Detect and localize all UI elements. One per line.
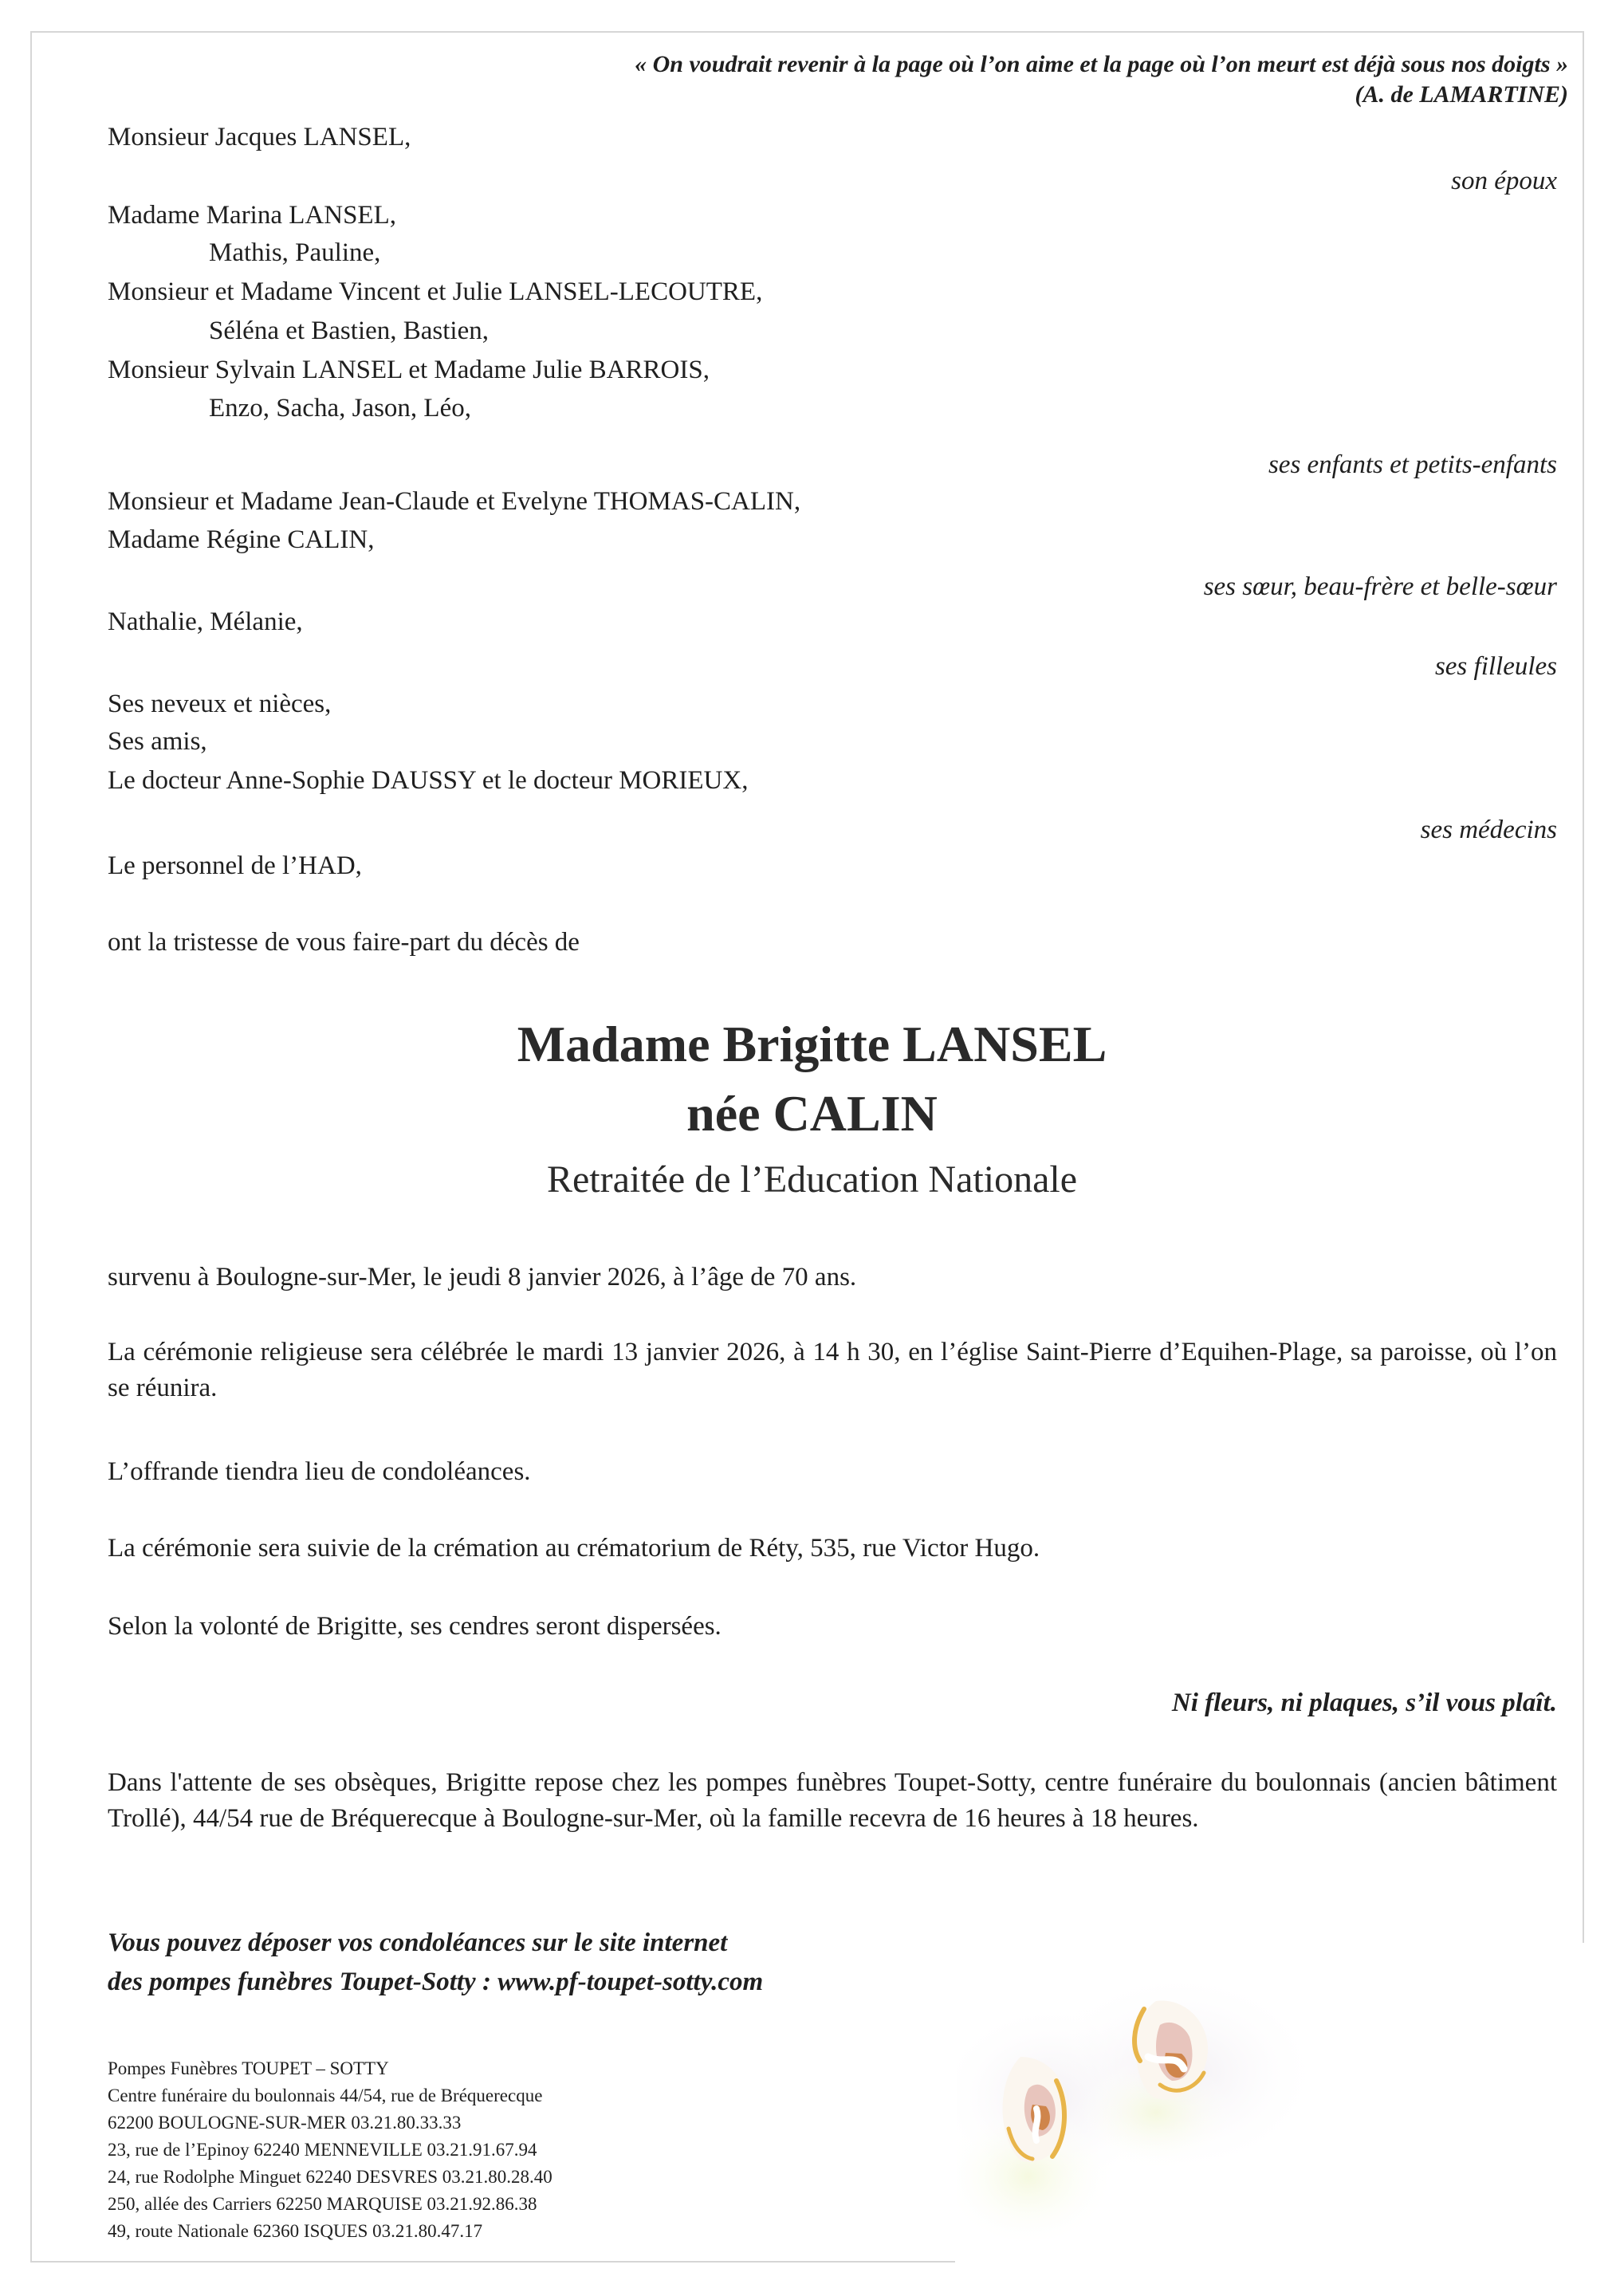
condolences-line-2: des pompes funèbres Toupet-Sotty : www.pf-toupet-sotty.com [108, 1968, 764, 1996]
orchid-flowers-image [957, 1945, 1624, 2296]
footer-line: 49, route Nationale 62360 ISQUES 03.21.80.47.17 [108, 2221, 483, 2241]
ceremony-paragraph: La cérémonie religieuse sera célébrée le mardi 13 janvier 2026, à 14 h 30, en l’église Saint-Pierre d’Equihen-Plage, sa paroisse, où l’on se réunira. [108, 1338, 1557, 1402]
footer-line: 62200 BOULOGNE-SUR-MER 03.21.80.33.33 [108, 2113, 462, 2133]
deceased-maiden-name: née CALIN [686, 1085, 938, 1142]
page-frame-top [30, 31, 1583, 33]
cremation-paragraph: La cérémonie sera suivie de la crémation au crématorium de Réty, 535, rue Victor Hugo. [108, 1534, 1040, 1563]
deceased-name: Madame Brigitte LANSEL [517, 1016, 1107, 1072]
mourner-line: Enzo, Sacha, Jason, Léo, [209, 394, 471, 423]
relation-label: ses enfants et petits-enfants [1268, 450, 1557, 479]
offering-paragraph: L’offrande tiendra lieu de condoléances. [108, 1457, 531, 1486]
condolences-line-1: Vous pouvez déposer vos condoléances sur le site internet [108, 1928, 728, 1957]
mourner-line: Monsieur Sylvain LANSEL et Madame Julie BARROIS, [108, 356, 710, 384]
no-flowers-notice: Ni fleurs, ni plaques, s’il vous plaît. [1171, 1689, 1557, 1717]
death-paragraph: survenu à Boulogne-sur-Mer, le jeudi 8 janvier 2026, à l’âge de 70 ans. [108, 1263, 857, 1292]
relation-label: son époux [1451, 167, 1557, 195]
mourner-line: Le personnel de l’HAD, [108, 851, 362, 880]
mourner-line: Ses neveux et nièces, [108, 690, 332, 718]
page-frame-bottom [30, 2261, 955, 2263]
page-frame-right [1583, 31, 1584, 1943]
epigraph-author: (A. de LAMARTINE) [1355, 81, 1568, 108]
relation-label: ses médecins [1420, 816, 1557, 844]
mourner-line: Monsieur Jacques LANSEL, [108, 123, 411, 151]
footer-line: 23, rue de l’Epinoy 62240 MENNEVILLE 03.21.91.67.94 [108, 2140, 537, 2160]
page-frame-left [30, 31, 32, 2261]
visitation-paragraph: Dans l'attente de ses obsèques, Brigitte repose chez les pompes funèbres Toupet-Sotty, centre funéraire du boulonnais (ancien bâtiment Trollé), 44/54 rue de Bréquerecque à Boulogne-sur-Mer, où la famille recevra de 16 heures à 18 heures. [108, 1768, 1557, 1833]
mourner-line: Madame Régine CALIN, [108, 525, 375, 554]
epigraph-quote: « On voudrait revenir à la page où l’on aime et la page où l’on meurt est déjà sous nos doigts » [635, 51, 1568, 77]
footer-line: Centre funéraire du boulonnais 44/54, rue de Bréquerecque [108, 2086, 543, 2105]
footer-line: 24, rue Rodolphe Minguet 62240 DESVRES 03.21.80.28.40 [108, 2167, 552, 2187]
mourner-line: Nathalie, Mélanie, [108, 607, 303, 636]
mourner-line: Mathis, Pauline, [209, 238, 381, 267]
footer-line: 250, allée des Carriers 62250 MARQUISE 03.21.92.86.38 [108, 2194, 537, 2214]
mourner-line: Madame Marina LANSEL, [108, 201, 396, 230]
mourner-line: Séléna et Bastien, Bastien, [209, 316, 489, 345]
relation-label: ses sœur, beau-frère et belle-sœur [1203, 572, 1557, 601]
footer-line: Pompes Funèbres TOUPET – SOTTY [108, 2058, 389, 2078]
announcement-intro: ont la tristesse de vous faire-part du décès de [108, 928, 580, 957]
mourner-line: Ses amis, [108, 727, 207, 756]
mourner-line: Monsieur et Madame Vincent et Julie LANSEL-LECOUTRE, [108, 277, 763, 306]
funeral-home-footer [108, 2055, 552, 2245]
ashes-paragraph: Selon la volonté de Brigitte, ses cendres seront dispersées. [108, 1612, 722, 1641]
deceased-title: Retraitée de l’Education Nationale [546, 1158, 1078, 1201]
relation-label: ses filleules [1434, 652, 1557, 681]
mourner-line: Le docteur Anne-Sophie DAUSSY et le docteur MORIEUX, [108, 766, 749, 795]
mourner-line: Monsieur et Madame Jean-Claude et Evelyne THOMAS-CALIN, [108, 487, 801, 516]
